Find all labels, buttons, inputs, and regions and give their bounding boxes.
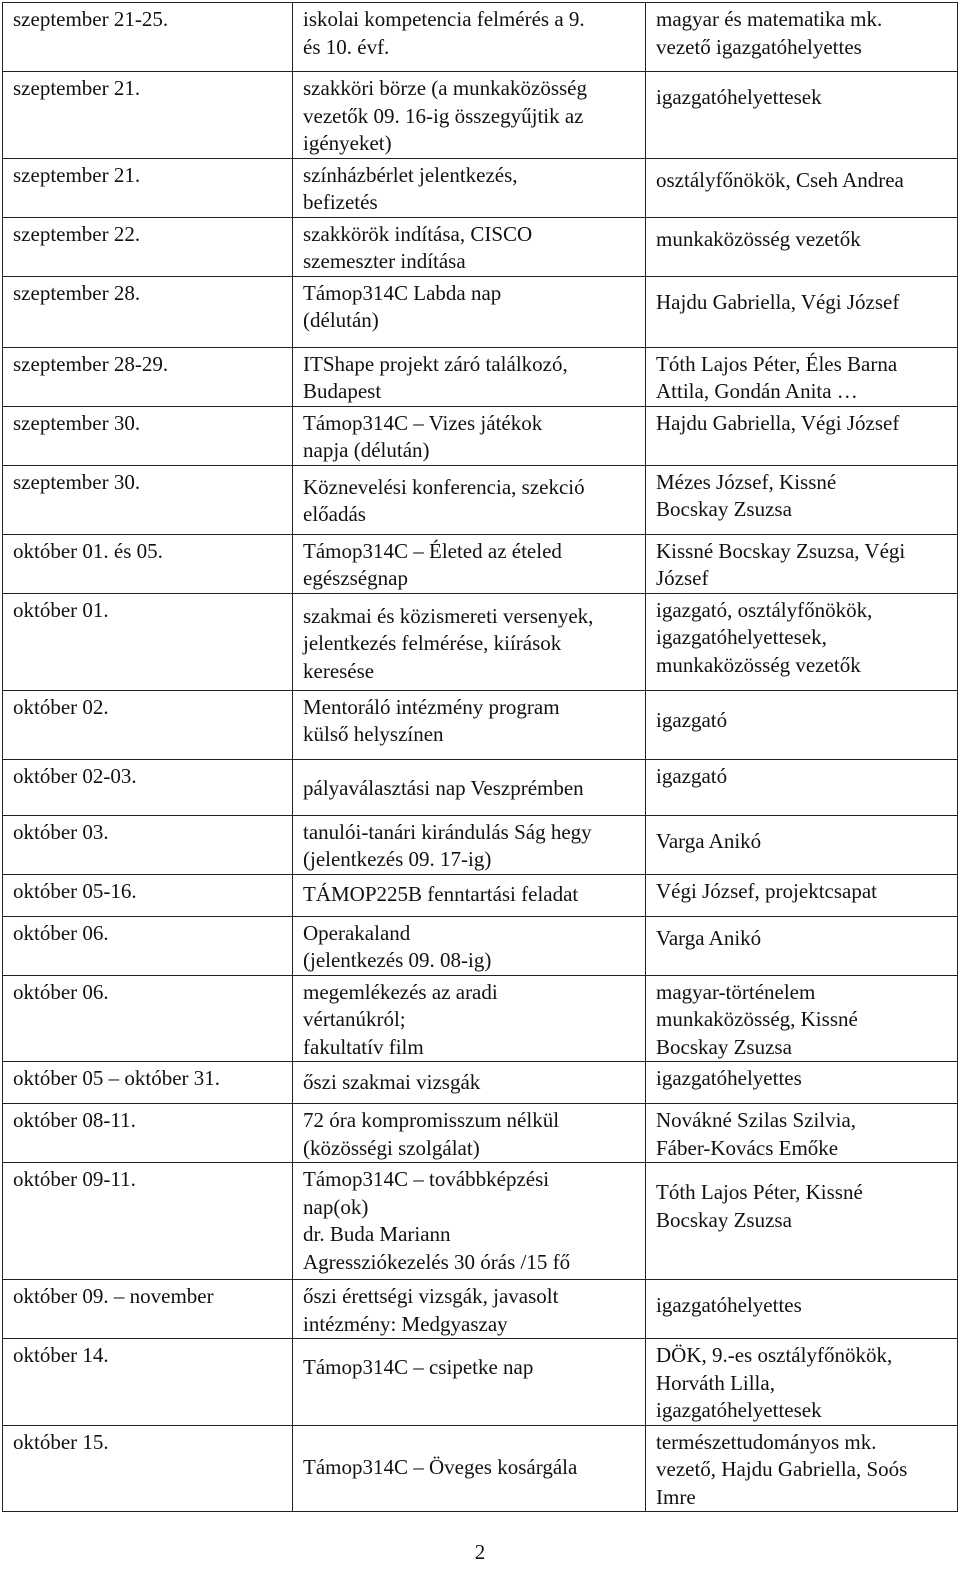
table-row bbox=[3, 759, 958, 815]
event-cell: megemlékezés az aradi vértanúkról; fakultatív film bbox=[293, 975, 646, 1062]
responsible-cell: igazgatóhelyettesek bbox=[646, 72, 958, 159]
responsible-cell: magyar és matematika mk. vezető igazgatóhelyettes bbox=[646, 3, 958, 72]
table-row bbox=[3, 465, 958, 534]
date-cell: október 05 – október 31. bbox=[3, 1062, 293, 1104]
date-cell: október 14. bbox=[3, 1339, 293, 1426]
date-cell: szeptember 28. bbox=[3, 276, 293, 347]
responsible-cell: DÖK, 9.-es osztályfőnökök, Horváth Lilla, igazgatóhelyettesek bbox=[646, 1339, 958, 1426]
event-cell: Támop314C – Öveges kosárgála bbox=[293, 1425, 646, 1512]
responsible-cell: igazgató, osztályfőnökök, igazgatóhelyettesek, munkaközösség vezetők bbox=[646, 593, 958, 690]
table-row bbox=[3, 916, 958, 975]
page-number: 2 bbox=[474, 1540, 486, 1564]
event-cell: TÁMOP225B fenntartási feladat bbox=[293, 874, 646, 916]
event-cell: Támop314C Labda nap (délután) bbox=[293, 276, 646, 347]
responsible-cell: Varga Anikó bbox=[646, 815, 958, 874]
responsible-cell: Tóth Lajos Péter, Kissné Bocskay Zsuzsa bbox=[646, 1163, 958, 1280]
event-cell: pályaválasztási nap Veszprémben bbox=[293, 759, 646, 815]
responsible-cell: Mézes József, Kissné Bocskay Zsuzsa bbox=[646, 465, 958, 534]
event-cell: szakmai és közismereti versenyek, jelentkezés felmérése, kiírások keresése bbox=[293, 593, 646, 690]
table-row bbox=[3, 158, 958, 217]
date-cell: október 03. bbox=[3, 815, 293, 874]
responsible-cell: Végi József, projektcsapat bbox=[646, 874, 958, 916]
table-row bbox=[3, 975, 958, 1062]
event-cell: Operakaland (jelentkezés 09. 08-ig) bbox=[293, 916, 646, 975]
date-cell: szeptember 22. bbox=[3, 217, 293, 276]
date-cell: szeptember 30. bbox=[3, 465, 293, 534]
event-cell: Mentoráló intézmény program külső helyszínen bbox=[293, 690, 646, 759]
table-row bbox=[3, 3, 958, 72]
date-cell: szeptember 21-25. bbox=[3, 3, 293, 72]
event-cell: Támop314C – továbbképzési nap(ok) dr. Buda Mariann Agresszió​kezelés 30 órás /15 fő bbox=[293, 1163, 646, 1280]
date-cell: szeptember 21. bbox=[3, 72, 293, 159]
table-row bbox=[3, 874, 958, 916]
schedule-body bbox=[3, 3, 958, 1512]
event-cell: őszi szakmai vizsgák bbox=[293, 1062, 646, 1104]
table-row bbox=[3, 217, 958, 276]
responsible-cell: Novákné Szilas Szilvia, Fáber-Kovács Emőke bbox=[646, 1104, 958, 1163]
table-row bbox=[3, 593, 958, 690]
date-cell: október 06. bbox=[3, 916, 293, 975]
event-cell: ITShape projekt záró találkozó, Budapest bbox=[293, 347, 646, 406]
date-cell: október 02-03. bbox=[3, 759, 293, 815]
responsible-cell: igazgatóhelyettes bbox=[646, 1280, 958, 1339]
responsible-cell: természettudományos mk. vezető, Hajdu Gabriella, Soós Imre bbox=[646, 1425, 958, 1512]
table-row bbox=[3, 406, 958, 465]
table-row bbox=[3, 690, 958, 759]
date-cell: október 15. bbox=[3, 1425, 293, 1512]
date-cell: október 01. és 05. bbox=[3, 534, 293, 593]
date-cell: szeptember 21. bbox=[3, 158, 293, 217]
responsible-cell: Tóth Lajos Péter, Éles Barna Attila, Gondán Anita … bbox=[646, 347, 958, 406]
date-cell: október 01. bbox=[3, 593, 293, 690]
responsible-cell: Kissné Bocskay Zsuzsa, Végi József bbox=[646, 534, 958, 593]
table-row bbox=[3, 815, 958, 874]
event-cell: tanulói-tanári kirándulás Ság hegy (jelentkezés 09. 17-ig) bbox=[293, 815, 646, 874]
table-row bbox=[3, 347, 958, 406]
date-cell: október 02. bbox=[3, 690, 293, 759]
responsible-cell: igazgató bbox=[646, 690, 958, 759]
event-cell: őszi érettségi vizsgák, javasolt intézmény: Medgyaszay bbox=[293, 1280, 646, 1339]
event-cell: Támop314C – csipetke nap bbox=[293, 1339, 646, 1426]
event-cell: Köznevelési konferencia, szekció előadás bbox=[293, 465, 646, 534]
responsible-cell: magyar-történelem munkaközösség, Kissné Bocskay Zsuzsa bbox=[646, 975, 958, 1062]
event-cell: Támop314C – Életed az ételed egészségnap bbox=[293, 534, 646, 593]
event-cell: szakköri börze (a munkaközösség vezetők 09. 16-ig összegyűjtik az igényeket) bbox=[293, 72, 646, 159]
table-row bbox=[3, 534, 958, 593]
responsible-cell: munkaközösség vezetők bbox=[646, 217, 958, 276]
responsible-cell: Hajdu Gabriella, Végi József bbox=[646, 276, 958, 347]
event-cell: szakkörök indítása, CISCO szemeszter indítása bbox=[293, 217, 646, 276]
responsible-cell: Hajdu Gabriella, Végi József bbox=[646, 406, 958, 465]
table-row bbox=[3, 1062, 958, 1104]
date-cell: október 09. – november bbox=[3, 1280, 293, 1339]
table-row bbox=[3, 1104, 958, 1163]
table-row bbox=[3, 1425, 958, 1512]
responsible-cell: igazgatóhelyettes bbox=[646, 1062, 958, 1104]
table-row bbox=[3, 1163, 958, 1280]
event-cell: iskolai kompetencia felmérés a 9. és 10. évf. bbox=[293, 3, 646, 72]
date-cell: szeptember 28-29. bbox=[3, 347, 293, 406]
date-cell: október 08-11. bbox=[3, 1104, 293, 1163]
responsible-cell: Varga Anikó bbox=[646, 916, 958, 975]
schedule-table bbox=[2, 2, 958, 1512]
table-row bbox=[3, 1280, 958, 1339]
responsible-cell: igazgató bbox=[646, 759, 958, 815]
date-cell: október 09-11. bbox=[3, 1163, 293, 1280]
event-cell: színházbérlet jelentkezés, befizetés bbox=[293, 158, 646, 217]
event-cell: Támop314C – Vizes játékok napja (délután) bbox=[293, 406, 646, 465]
date-cell: szeptember 30. bbox=[3, 406, 293, 465]
table-row bbox=[3, 276, 958, 347]
date-cell: október 05-16. bbox=[3, 874, 293, 916]
responsible-cell: osztályfőnökök, Cseh Andrea bbox=[646, 158, 958, 217]
table-row bbox=[3, 72, 958, 159]
event-cell: 72 óra kompromisszum nélkül (közösségi szolgálat) bbox=[293, 1104, 646, 1163]
table-row bbox=[3, 1339, 958, 1426]
date-cell: október 06. bbox=[3, 975, 293, 1062]
